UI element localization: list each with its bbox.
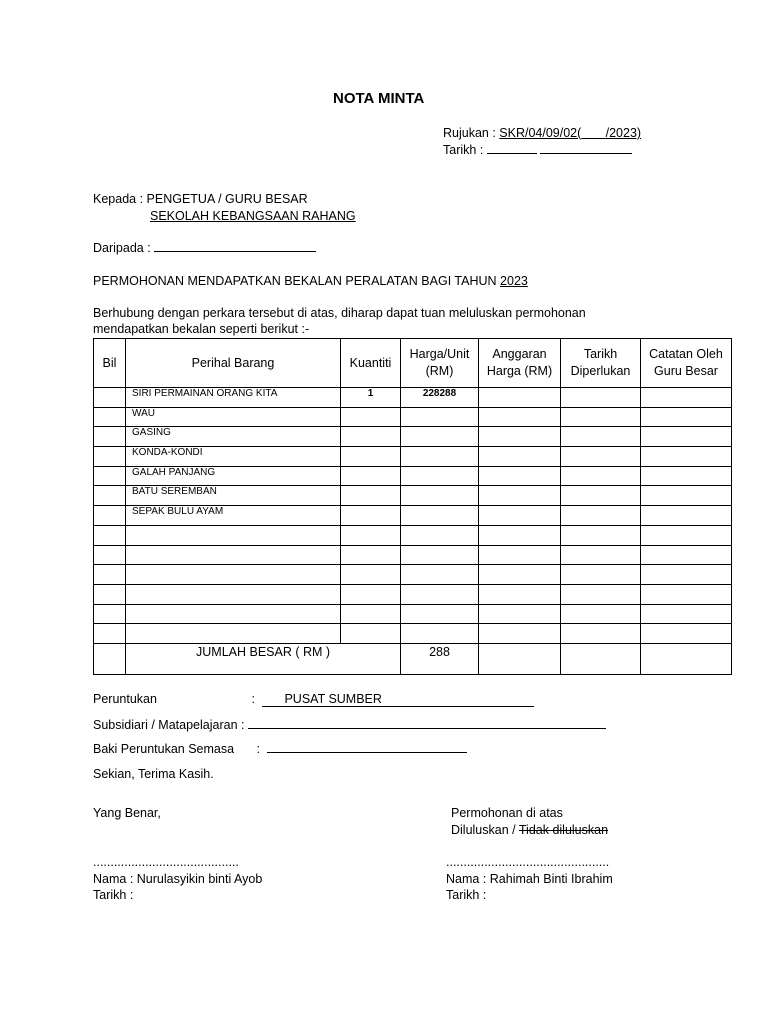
- total-tarikh: [561, 643, 641, 674]
- right-sign-tarikh: Tarikh :: [446, 888, 487, 902]
- tarikh-line: [443, 143, 632, 157]
- cell-qty: [341, 466, 401, 486]
- tarikh-blank-1: [487, 153, 537, 154]
- peruntukan-colon: :: [251, 692, 255, 706]
- table-row: [94, 584, 732, 604]
- subject-text: PERMOHONAN MENDAPATKAN BEKALAN PERALATAN BAGI TAHUN: [93, 274, 497, 288]
- cell-item: SEPAK BULU AYAM: [126, 506, 341, 526]
- header-tarikh: Tarikh Diperlukan: [561, 339, 641, 388]
- diluluskan-text: Diluluskan /: [451, 823, 516, 837]
- cell-tarikh: [561, 624, 641, 644]
- tidak-diluluskan-text: Tidak diluluskan: [518, 823, 609, 837]
- header-harga-unit: Harga/Unit (RM): [401, 339, 479, 388]
- cell-qty: [341, 545, 401, 565]
- cell-tarikh: [561, 565, 641, 585]
- daripada-line: [93, 241, 316, 255]
- daripada-blank: [154, 251, 316, 252]
- cell-catatan: [641, 584, 732, 604]
- cell-catatan: [641, 604, 732, 624]
- total-row: [94, 643, 732, 674]
- right-sign-nama: Nama : Rahimah Binti Ibrahim: [446, 872, 613, 886]
- subsidiari-line: [93, 718, 606, 732]
- right-permohonan: Permohonan di atas: [451, 806, 563, 820]
- cell-anggaran: [479, 427, 561, 447]
- table-row: [94, 525, 732, 545]
- left-sign-tarikh: Tarikh :: [93, 888, 134, 902]
- table-row: [94, 427, 732, 447]
- cell-unit: [401, 584, 479, 604]
- cell-bil: [94, 447, 126, 467]
- cell-anggaran: [479, 407, 561, 427]
- cell-tarikh: [561, 506, 641, 526]
- cell-bil: [94, 604, 126, 624]
- table-row: [94, 565, 732, 585]
- peruntukan-value-line: [262, 692, 534, 707]
- intro-line-2: mendapatkan bekalan seperti berikut :-: [93, 322, 310, 336]
- cell-unit: [401, 565, 479, 585]
- page-title: NOTA MINTA: [333, 90, 425, 107]
- table-header-row: [94, 339, 732, 388]
- cell-bil: [94, 506, 126, 526]
- cell-tarikh: [561, 466, 641, 486]
- kepada-line1: PENGETUA / GURU BESAR: [146, 192, 308, 206]
- table-row: [94, 624, 732, 644]
- cell-catatan: [641, 545, 732, 565]
- cell-item: [126, 584, 341, 604]
- kepada-school: SEKOLAH KEBANGSAAN RAHANG: [150, 209, 356, 223]
- peruntukan-value: PUSAT SUMBER: [284, 692, 382, 706]
- cell-catatan: [641, 466, 732, 486]
- cell-tarikh: [561, 486, 641, 506]
- cell-unit: [401, 506, 479, 526]
- kepada-line: [93, 192, 308, 206]
- cell-anggaran: [479, 604, 561, 624]
- total-catatan: [641, 643, 732, 674]
- total-bil: [94, 643, 126, 674]
- cell-anggaran: [479, 486, 561, 506]
- cell-qty: [341, 565, 401, 585]
- cell-item: BATU SEREMBAN: [126, 486, 341, 506]
- left-sign-nama: Nama : Nurulasyikin binti Ayob: [93, 872, 263, 886]
- cell-catatan: [641, 525, 732, 545]
- baki-colon: :: [256, 742, 260, 756]
- cell-anggaran: [479, 447, 561, 467]
- header-bil: Bil: [94, 339, 126, 388]
- subsidiari-label: Subsidiari / Matapelajaran :: [93, 718, 245, 732]
- cell-qty: [341, 624, 401, 644]
- cell-qty: [341, 525, 401, 545]
- cell-bil: [94, 388, 126, 408]
- right-sign-dots: ...............................................: [446, 855, 610, 869]
- cell-anggaran: [479, 565, 561, 585]
- cell-catatan: [641, 506, 732, 526]
- kepada-label: Kepada :: [93, 192, 144, 206]
- cell-unit: [401, 525, 479, 545]
- closing: Sekian, Terima Kasih.: [93, 767, 214, 781]
- cell-anggaran: [479, 525, 561, 545]
- daripada-label: Daripada :: [93, 241, 151, 255]
- table-row: [94, 466, 732, 486]
- rujukan-label: Rujukan :: [443, 126, 496, 140]
- table-row: [94, 447, 732, 467]
- tarikh-label: Tarikh :: [443, 143, 484, 157]
- cell-qty: 1: [341, 388, 401, 408]
- subject-line: [93, 274, 528, 288]
- cell-catatan: [641, 565, 732, 585]
- right-approval-line: [451, 823, 608, 837]
- cell-tarikh: [561, 407, 641, 427]
- cell-tarikh: [561, 584, 641, 604]
- table-row: [94, 388, 732, 408]
- cell-bil: [94, 525, 126, 545]
- cell-anggaran: [479, 388, 561, 408]
- cell-anggaran: [479, 506, 561, 526]
- cell-unit: 228288: [401, 388, 479, 408]
- table-row: [94, 506, 732, 526]
- cell-unit: [401, 604, 479, 624]
- cell-unit: [401, 447, 479, 467]
- cell-item: GALAH PANJANG: [126, 466, 341, 486]
- baki-line: [93, 742, 467, 756]
- header-perihal: Perihal Barang: [126, 339, 341, 388]
- cell-item: [126, 525, 341, 545]
- cell-bil: [94, 407, 126, 427]
- cell-bil: [94, 584, 126, 604]
- baki-label: Baki Peruntukan Semasa: [93, 742, 235, 756]
- cell-tarikh: [561, 525, 641, 545]
- rujukan-value: SKR/04/09/02( /2023): [499, 126, 642, 140]
- header-catatan: Catatan Oleh Guru Besar: [641, 339, 732, 388]
- cell-bil: [94, 486, 126, 506]
- cell-qty: [341, 447, 401, 467]
- cell-catatan: [641, 427, 732, 447]
- cell-tarikh: [561, 604, 641, 624]
- header-kuantiti: Kuantiti: [341, 339, 401, 388]
- cell-bil: [94, 624, 126, 644]
- cell-anggaran: [479, 624, 561, 644]
- cell-bil: [94, 565, 126, 585]
- cell-catatan: [641, 447, 732, 467]
- tarikh-blank-2: [540, 153, 632, 154]
- cell-catatan: [641, 486, 732, 506]
- cell-anggaran: [479, 545, 561, 565]
- total-label: JUMLAH BESAR ( RM ): [126, 643, 401, 674]
- cell-catatan: [641, 624, 732, 644]
- cell-item: WAU: [126, 407, 341, 427]
- cell-bil: [94, 466, 126, 486]
- cell-unit: [401, 624, 479, 644]
- rujukan-line: [443, 126, 641, 140]
- left-sign-dots: ..........................................: [93, 855, 239, 869]
- subsidiari-blank: [248, 728, 606, 729]
- subject-year: 2023: [500, 274, 528, 288]
- cell-catatan: [641, 388, 732, 408]
- cell-item: [126, 545, 341, 565]
- cell-qty: [341, 584, 401, 604]
- yang-benar: Yang Benar,: [93, 806, 161, 820]
- intro-line-1: Berhubung dengan perkara tersebut di atas, diharap dapat tuan meluluskan permohonan: [93, 306, 586, 320]
- table-row: [94, 486, 732, 506]
- cell-qty: [341, 604, 401, 624]
- cell-item: [126, 565, 341, 585]
- request-table: [93, 338, 732, 675]
- cell-qty: [341, 427, 401, 447]
- cell-unit: [401, 407, 479, 427]
- cell-tarikh: [561, 447, 641, 467]
- cell-unit: [401, 486, 479, 506]
- cell-bil: [94, 427, 126, 447]
- cell-anggaran: [479, 584, 561, 604]
- cell-catatan: [641, 407, 732, 427]
- cell-bil: [94, 545, 126, 565]
- cell-unit: [401, 466, 479, 486]
- header-anggaran: Anggaran Harga (RM): [479, 339, 561, 388]
- total-anggaran: [479, 643, 561, 674]
- table-row: [94, 545, 732, 565]
- table-row: [94, 604, 732, 624]
- cell-item: [126, 624, 341, 644]
- cell-tarikh: [561, 427, 641, 447]
- table-row: [94, 407, 732, 427]
- cell-item: KONDA-KONDI: [126, 447, 341, 467]
- total-value: 288: [401, 643, 479, 674]
- cell-qty: [341, 486, 401, 506]
- cell-item: SIRI PERMAINAN ORANG KITA: [126, 388, 341, 408]
- baki-blank: [267, 752, 467, 753]
- cell-tarikh: [561, 388, 641, 408]
- peruntukan-line: [93, 692, 534, 707]
- cell-qty: [341, 506, 401, 526]
- cell-tarikh: [561, 545, 641, 565]
- peruntukan-label: Peruntukan: [93, 692, 157, 706]
- cell-qty: [341, 407, 401, 427]
- cell-unit: [401, 545, 479, 565]
- cell-item: GASING: [126, 427, 341, 447]
- cell-unit: [401, 427, 479, 447]
- cell-item: [126, 604, 341, 624]
- cell-anggaran: [479, 466, 561, 486]
